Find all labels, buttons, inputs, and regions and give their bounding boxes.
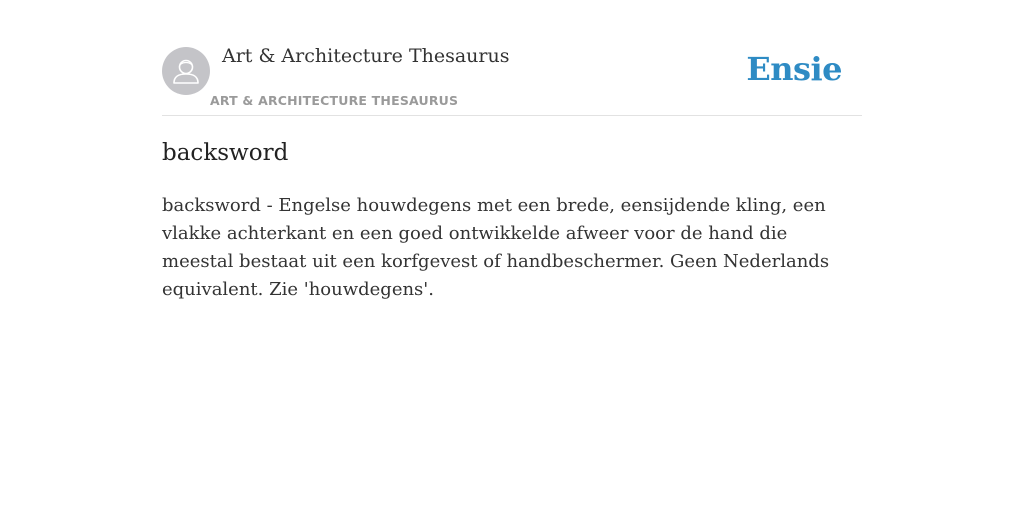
entry-term: backsword bbox=[162, 140, 289, 166]
source-header bbox=[162, 40, 862, 116]
source-title[interactable]: Art & Architecture Thesaurus bbox=[222, 45, 510, 67]
source-subtitle[interactable]: ART & ARCHITECTURE THESAURUS bbox=[210, 93, 459, 108]
user-outline-icon bbox=[162, 47, 210, 95]
avatar[interactable] bbox=[162, 47, 210, 95]
brand-logo[interactable]: Ensie bbox=[746, 50, 842, 88]
entry-definition: backsword - Engelse houwdegens met een brede, eensijdende kling, een vlakke achterkant en een goed ontwikkelde afweer voor de hand die meestal bestaat uit een korfgevest of handbeschermer. Geen Nederlands equivalent. Zie 'houwdegens'. bbox=[162, 195, 830, 300]
